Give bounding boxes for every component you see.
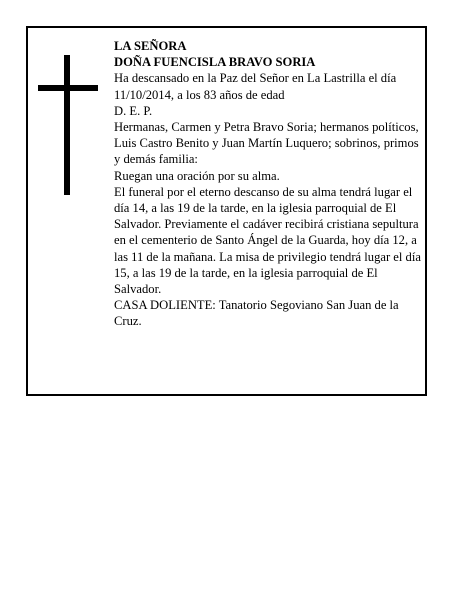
deceased-name: DOÑA FUENCISLA BRAVO SORIA	[114, 55, 316, 70]
death-announcement: Ha descansado en la Paz del Señor en La Lastrilla el día 11/10/2014, a los 83 años de edad	[114, 71, 397, 102]
title-line-1: LA SEÑORA	[114, 39, 187, 53]
cross-horizontal-bar	[38, 85, 98, 91]
cross-vertical-bar	[64, 55, 70, 195]
rip-line: D. E. P.	[114, 103, 153, 118]
cross-icon	[38, 55, 98, 195]
notice-text-block	[114, 38, 422, 330]
funeral-details: El funeral por el eterno descanso de su alma tendrá lugar el día 14, a las 19 de la tarde, en la iglesia parroquial de El Salvador. Previamente el cadáver recibirá cristiana sepultura en el cementerio de Santo Ángel de la Guarda, hoy día 12, a las 11 de la mañana. La misa de privilegio tendrá lugar el día 15, a las 19 de la tarde, en la iglesia parroquial de El Salvador.	[114, 184, 421, 297]
mourning-house: CASA DOLIENTE: Tanatorio Segoviano San Juan de la Cruz.	[114, 298, 399, 329]
family-list: Hermanas, Carmen y Petra Bravo Soria; hermanos políticos, Luis Castro Benito y Juan Martín Luquero; sobrinos, primos y demás familia:	[114, 120, 419, 167]
prayer-request: Ruegan una oración por su alma.	[114, 168, 280, 183]
